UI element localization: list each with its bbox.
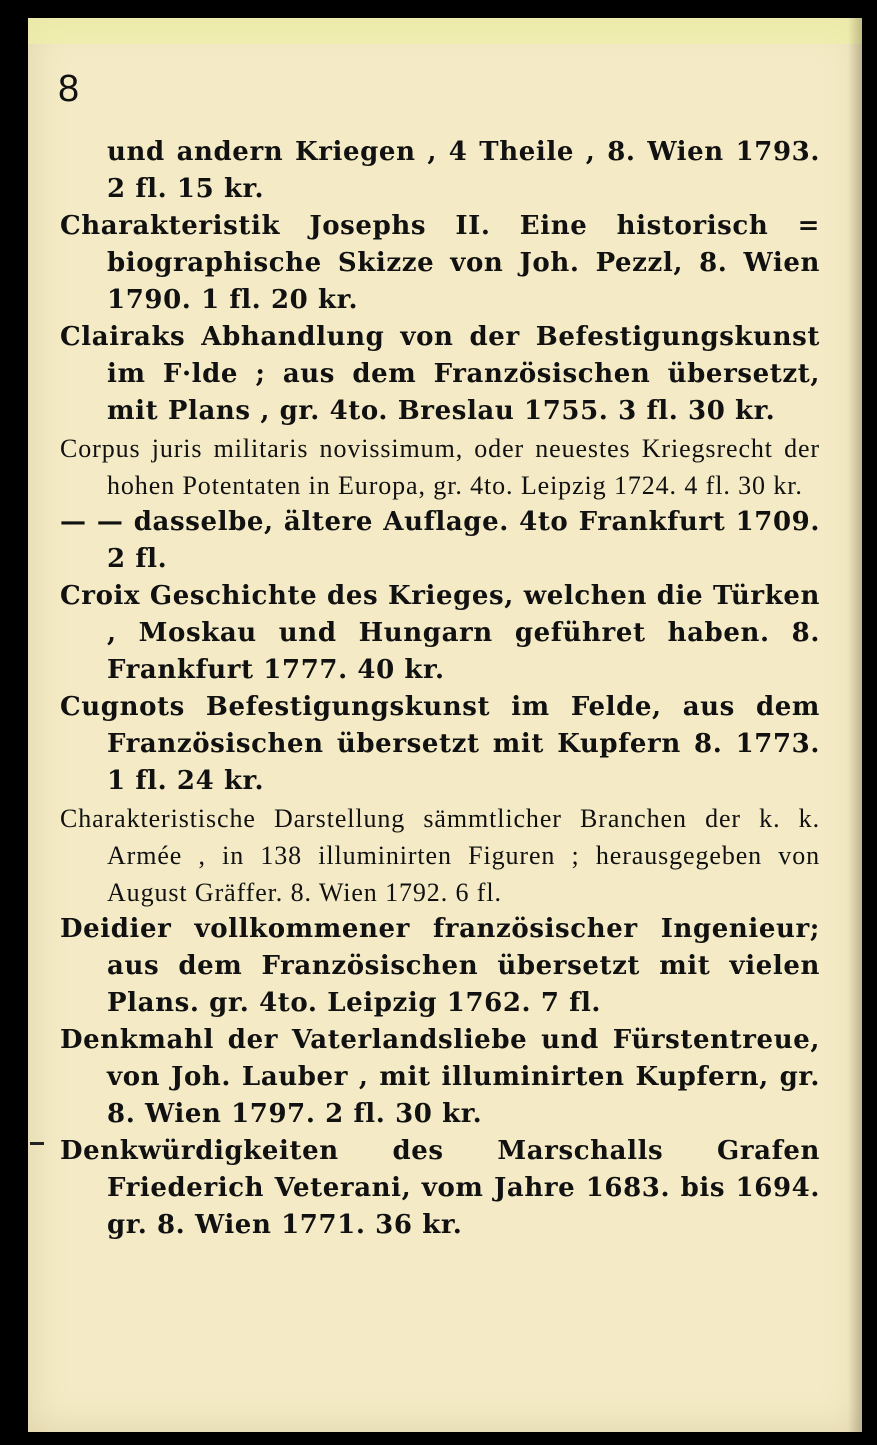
catalog-entry: Charakteristische Darstellung sämmtlicher Branchen der k. k. Armée , in 138 illuminirten Figuren ; herausgegeben von August Gräffer. 8. Wien 1792. 6 fl. <box>60 804 820 907</box>
book-page <box>28 18 862 1432</box>
catalog-entry: und andern Kriegen , 4 Theile , 8. Wien 1793. 2 fl. 15 kr. <box>107 137 820 204</box>
catalog-entry: Denkmahl der Vaterlandsliebe und Fürstentreue, von Joh. Lauber , mit illuminirten Kupfern, gr. 8. Wien 1797. 2 fl. 30 kr. <box>60 1025 820 1129</box>
catalog-entry: Corpus juris militaris novissimum, oder neuestes Kriegsrecht der hohen Potentaten in Europa, gr. 4to. Leipzig 1724. 4 fl. 30 kr. <box>60 434 820 500</box>
page-number: 8 <box>58 68 80 110</box>
catalog-entry: Deidier vollkommener französischer Ingenieur; aus dem Französischen übersetzt mit vielen Plans. gr. 4to. Leipzig 1762. 7 fl. <box>60 914 820 1018</box>
page-edge-shadow <box>848 18 862 1432</box>
catalog-entries <box>60 134 820 1244</box>
margin-mark <box>30 1142 44 1145</box>
catalog-entry: Clairaks Abhandlung von der Befestigungskunst im F·lde ; aus dem Französischen übersetzt, mit Plans , gr. 4to. Breslau 1755. 3 fl. 30 kr. <box>60 322 820 426</box>
catalog-entry: Charakteristik Josephs II. Eine historisch = biographische Skizze von Joh. Pezzl, 8. Wien 1790. 1 fl. 20 kr. <box>60 211 820 315</box>
catalog-entry: Cugnots Befestigungskunst im Felde, aus dem Französischen übersetzt mit Kupfern 8. 1773. 1 fl. 24 kr. <box>60 692 820 796</box>
catalog-entry: — — dasselbe, ältere Auflage. 4to Frankfurt 1709. 2 fl. <box>60 507 820 574</box>
catalog-entry: Denkwürdigkeiten des Marschalls Grafen Friederich Veterani, vom Jahre 1683. bis 1694. gr. 8. Wien 1771. 36 kr. <box>60 1136 820 1240</box>
catalog-entry: Croix Geschichte des Krieges, welchen die Türken , Moskau und Hungarn geführet haben. 8. Frankfurt 1777. 40 kr. <box>60 581 820 685</box>
